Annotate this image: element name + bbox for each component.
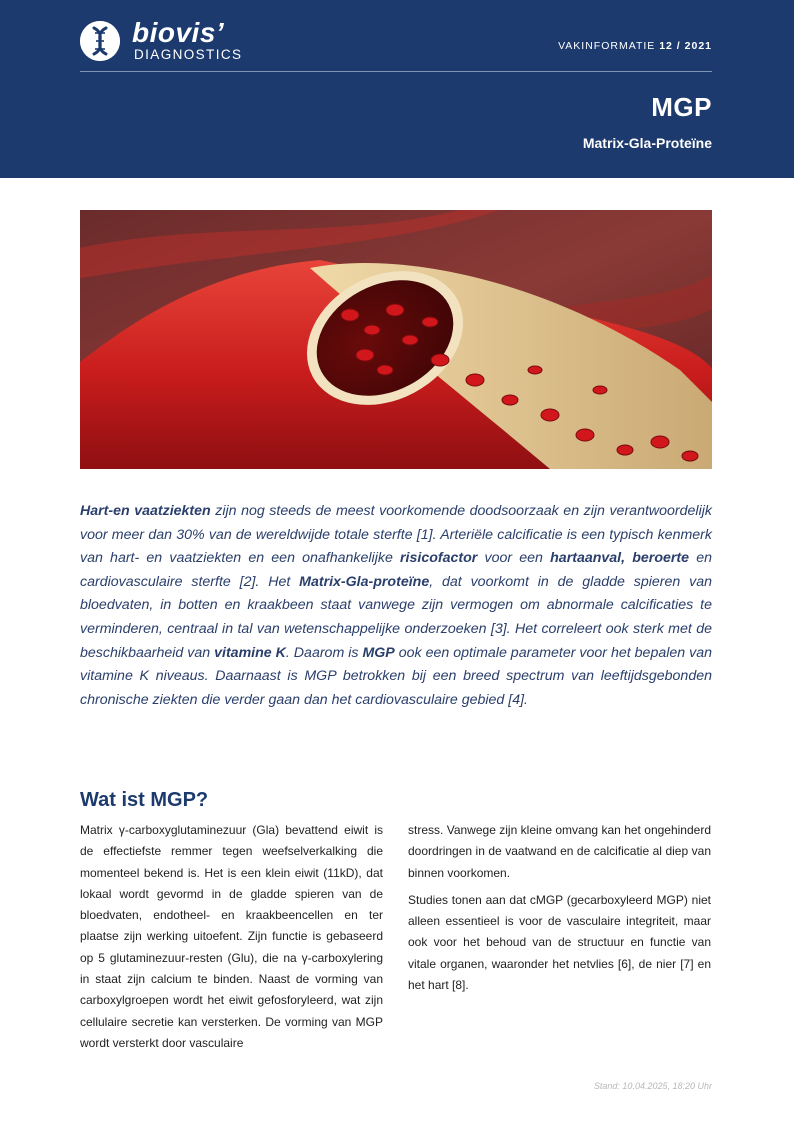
- text-column-right: [408, 820, 711, 1002]
- text-column-left: [80, 820, 383, 1060]
- date-stamp: Stand: 10.04.2025, 18:20 Uhr: [593, 1081, 712, 1091]
- section-title: Wat ist MGP?: [80, 789, 209, 811]
- intro-paragraph: [80, 500, 712, 712]
- intro-text: . Daarom is: [285, 644, 363, 661]
- dna-helix-icon: [80, 21, 120, 61]
- body-paragraph: Matrix γ-carboxyglutaminezuur (Gla) bevattend eiwit is de effectiefste remmer tegen weefselverkalking die momenteel bekend is. Het is een klein eiwit (11kD), dat lokaal wordt gevormd in de gladde spieren van de bloedvaten, endotheel- en kraakbeencellen en ter plaatse zijn werking uitoefent. Zijn functie is gebaseerd op 5 glutaminezuur-resten (Glu), die na γ-carboxylering in staat zijn calcium te binden. Naast de vorming van carboxylgroepen wordt het eiwit gefosforyleerd, wat zijn cellulaire secretie kan versterken. De vorming van MGP wordt versterkt door vasculaire: [80, 823, 383, 1050]
- intro-text: en cardiovasculaire sterfte [2]. Het: [80, 550, 712, 590]
- body-paragraph: stress. Vanwege zijn kleine omvang kan het ongehinderd doordringen in de vaatwand en de calcificatie al diep van binnen voorkomen.: [408, 823, 711, 880]
- header-divider: [80, 71, 712, 72]
- logo-brand-text: biovis’: [132, 17, 225, 48]
- blood-vessel-illustration: [80, 210, 712, 469]
- intro-bold-term: MGP: [362, 644, 395, 661]
- page-title: MGP: [651, 92, 712, 122]
- intro-bold-term: Matrix-Gla-proteïne: [299, 573, 430, 590]
- issue-label-text: VAKINFORMATIE: [558, 40, 656, 52]
- intro-text: zijn nog steeds de meest voorkomende doodsoorzaak en zijn verantwoordelijk voor meer dan 30% van de wereldwijde totale sterfte [1]. Arteriële calcificatie is een typisch kenmerk van hart- en vaatziekten en een onafhankelijke: [80, 503, 712, 567]
- intro-bold-term: risicofactor: [400, 550, 478, 567]
- issue-number: 12 / 2021: [659, 40, 712, 52]
- body-paragraph: Studies tonen aan dat cMGP (gecarboxyleerd MGP) niet alleen essentieel is voor de vasculaire integriteit, maar ook voor het behoud van de structuur en functie van vitale organen, waaronder het netvlies [6], de nier [7] en het hart [8].: [408, 892, 711, 993]
- intro-bold-term: vitamine K: [214, 644, 286, 661]
- intro-bold-term: Hart-en vaatziekten: [80, 503, 211, 519]
- intro-text: , dat voorkomt in de gladde spieren van bloedvaten, in botten en kraakbeen staat vanwege zijn vermogen om abnormale calcificaties te verminderen, centraal in tal van wetenschappelijke onderzoeken [3]. Het correleert ook sterk met de beschikbaarheid van: [80, 573, 713, 661]
- intro-text: voor een: [477, 550, 551, 567]
- blood-vessel-svg: [80, 210, 712, 469]
- intro-text: ook een optimale parameter voor het bepalen van vitamine K niveaus. Daarnaast is MGP betrokken bij een breed spectrum van leeftijdsgebonden chronische ziekten die verder gaan dan het cardiovasculaire gebied [4].: [80, 644, 712, 708]
- logo-sub-text: DIAGNOSTICS: [134, 47, 243, 62]
- page-subtitle: Matrix-Gla-Proteïne: [582, 135, 712, 151]
- page-header: [0, 0, 794, 178]
- issue-label: [558, 40, 712, 52]
- biovis-logo[interactable]: [80, 17, 280, 63]
- intro-bold-term: hartaanval, beroerte: [550, 550, 690, 567]
